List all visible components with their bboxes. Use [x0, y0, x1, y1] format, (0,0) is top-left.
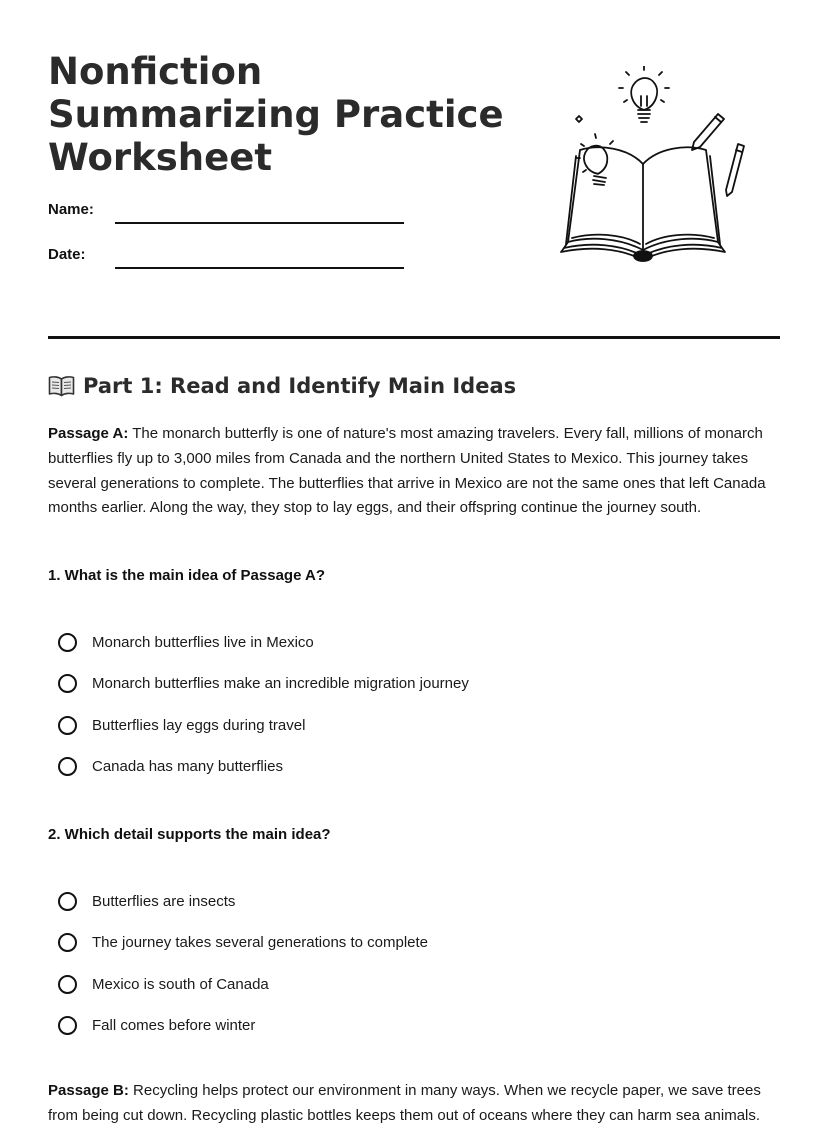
date-field[interactable]: [48, 246, 408, 276]
option-label: Monarch butterflies make an incredible migration journey: [92, 674, 469, 692]
option-label: Canada has many butterflies: [92, 757, 283, 775]
question-1-option-1[interactable]: [58, 629, 314, 655]
option-label: Butterflies lay eggs during travel: [92, 716, 306, 734]
question-2-prompt: 2. Which detail supports the main idea?: [48, 826, 331, 843]
passage-b: [48, 1079, 780, 1129]
passage-a-text: The monarch butterfly is one of nature's most amazing travelers. Every fall, millions of monarch butterflies fly up to 3,000 miles from Canada and the northern United States to Mexico. This journey takes several generations to complete. The butterflies that arrive in Mexico are not the same ones that left Canada months earlier. Along the way, they stop to lay eggs, and their offspring continue the journey south.: [48, 425, 766, 517]
radio-button[interactable]: [58, 716, 77, 735]
name-field[interactable]: [48, 201, 408, 231]
passage-a: [48, 422, 780, 521]
open-book-lightbulb-pencil-icon: [528, 66, 758, 266]
pencil-icon-2: [726, 144, 744, 196]
option-label: Butterflies are insects: [92, 892, 236, 910]
lightbulb-top-icon: [619, 66, 669, 122]
passage-b-text: Recycling helps protect our environment in many ways. When we recycle paper, we save trees from being cut down. Recycling plastic bottles keeps them out of oceans where they can harm sea animals.: [48, 1082, 761, 1124]
radio-button[interactable]: [58, 757, 77, 776]
question-1-option-2[interactable]: [58, 670, 469, 696]
option-label: Fall comes before winter: [92, 1016, 256, 1034]
option-label: The journey takes several generations to complete: [92, 933, 429, 951]
radio-button[interactable]: [58, 674, 77, 693]
passage-b-label: Passage B:: [48, 1082, 129, 1099]
title-line-3: Worksheet: [48, 136, 273, 179]
radio-button[interactable]: [58, 975, 77, 994]
question-1-option-3[interactable]: [58, 712, 305, 738]
radio-button[interactable]: [58, 933, 77, 952]
passage-a-label: Passage A:: [48, 425, 129, 442]
question-2-option-1[interactable]: [58, 888, 235, 914]
radio-button[interactable]: [58, 633, 77, 652]
name-input-line[interactable]: [115, 222, 404, 224]
radio-button[interactable]: [58, 892, 77, 911]
part1-heading-text: Part 1: Read and Identify Main Ideas: [83, 374, 517, 398]
lightbulb-left-icon: [576, 134, 613, 185]
question-2-option-4[interactable]: [58, 1012, 255, 1038]
question-1-option-4[interactable]: [58, 753, 283, 779]
title-line-2: Summarizing Practice: [48, 93, 504, 136]
date-label: Date:: [48, 246, 86, 263]
title-line-1: Nonfiction: [48, 50, 263, 93]
question-1-prompt: 1. What is the main idea of Passage A?: [48, 567, 326, 584]
worksheet-title: [48, 50, 508, 179]
radio-button[interactable]: [58, 1016, 77, 1035]
part1-heading: [48, 374, 780, 398]
open-book-icon: [48, 375, 75, 397]
option-label: Monarch butterflies live in Mexico: [92, 633, 314, 651]
date-input-line[interactable]: [115, 267, 404, 269]
option-label: Mexico is south of Canada: [92, 975, 269, 993]
name-label: Name:: [48, 201, 94, 218]
section-divider: [48, 336, 780, 339]
pencil-icon-1: [692, 114, 724, 150]
question-2-option-3[interactable]: [58, 971, 269, 997]
question-2-option-2[interactable]: [58, 929, 428, 955]
